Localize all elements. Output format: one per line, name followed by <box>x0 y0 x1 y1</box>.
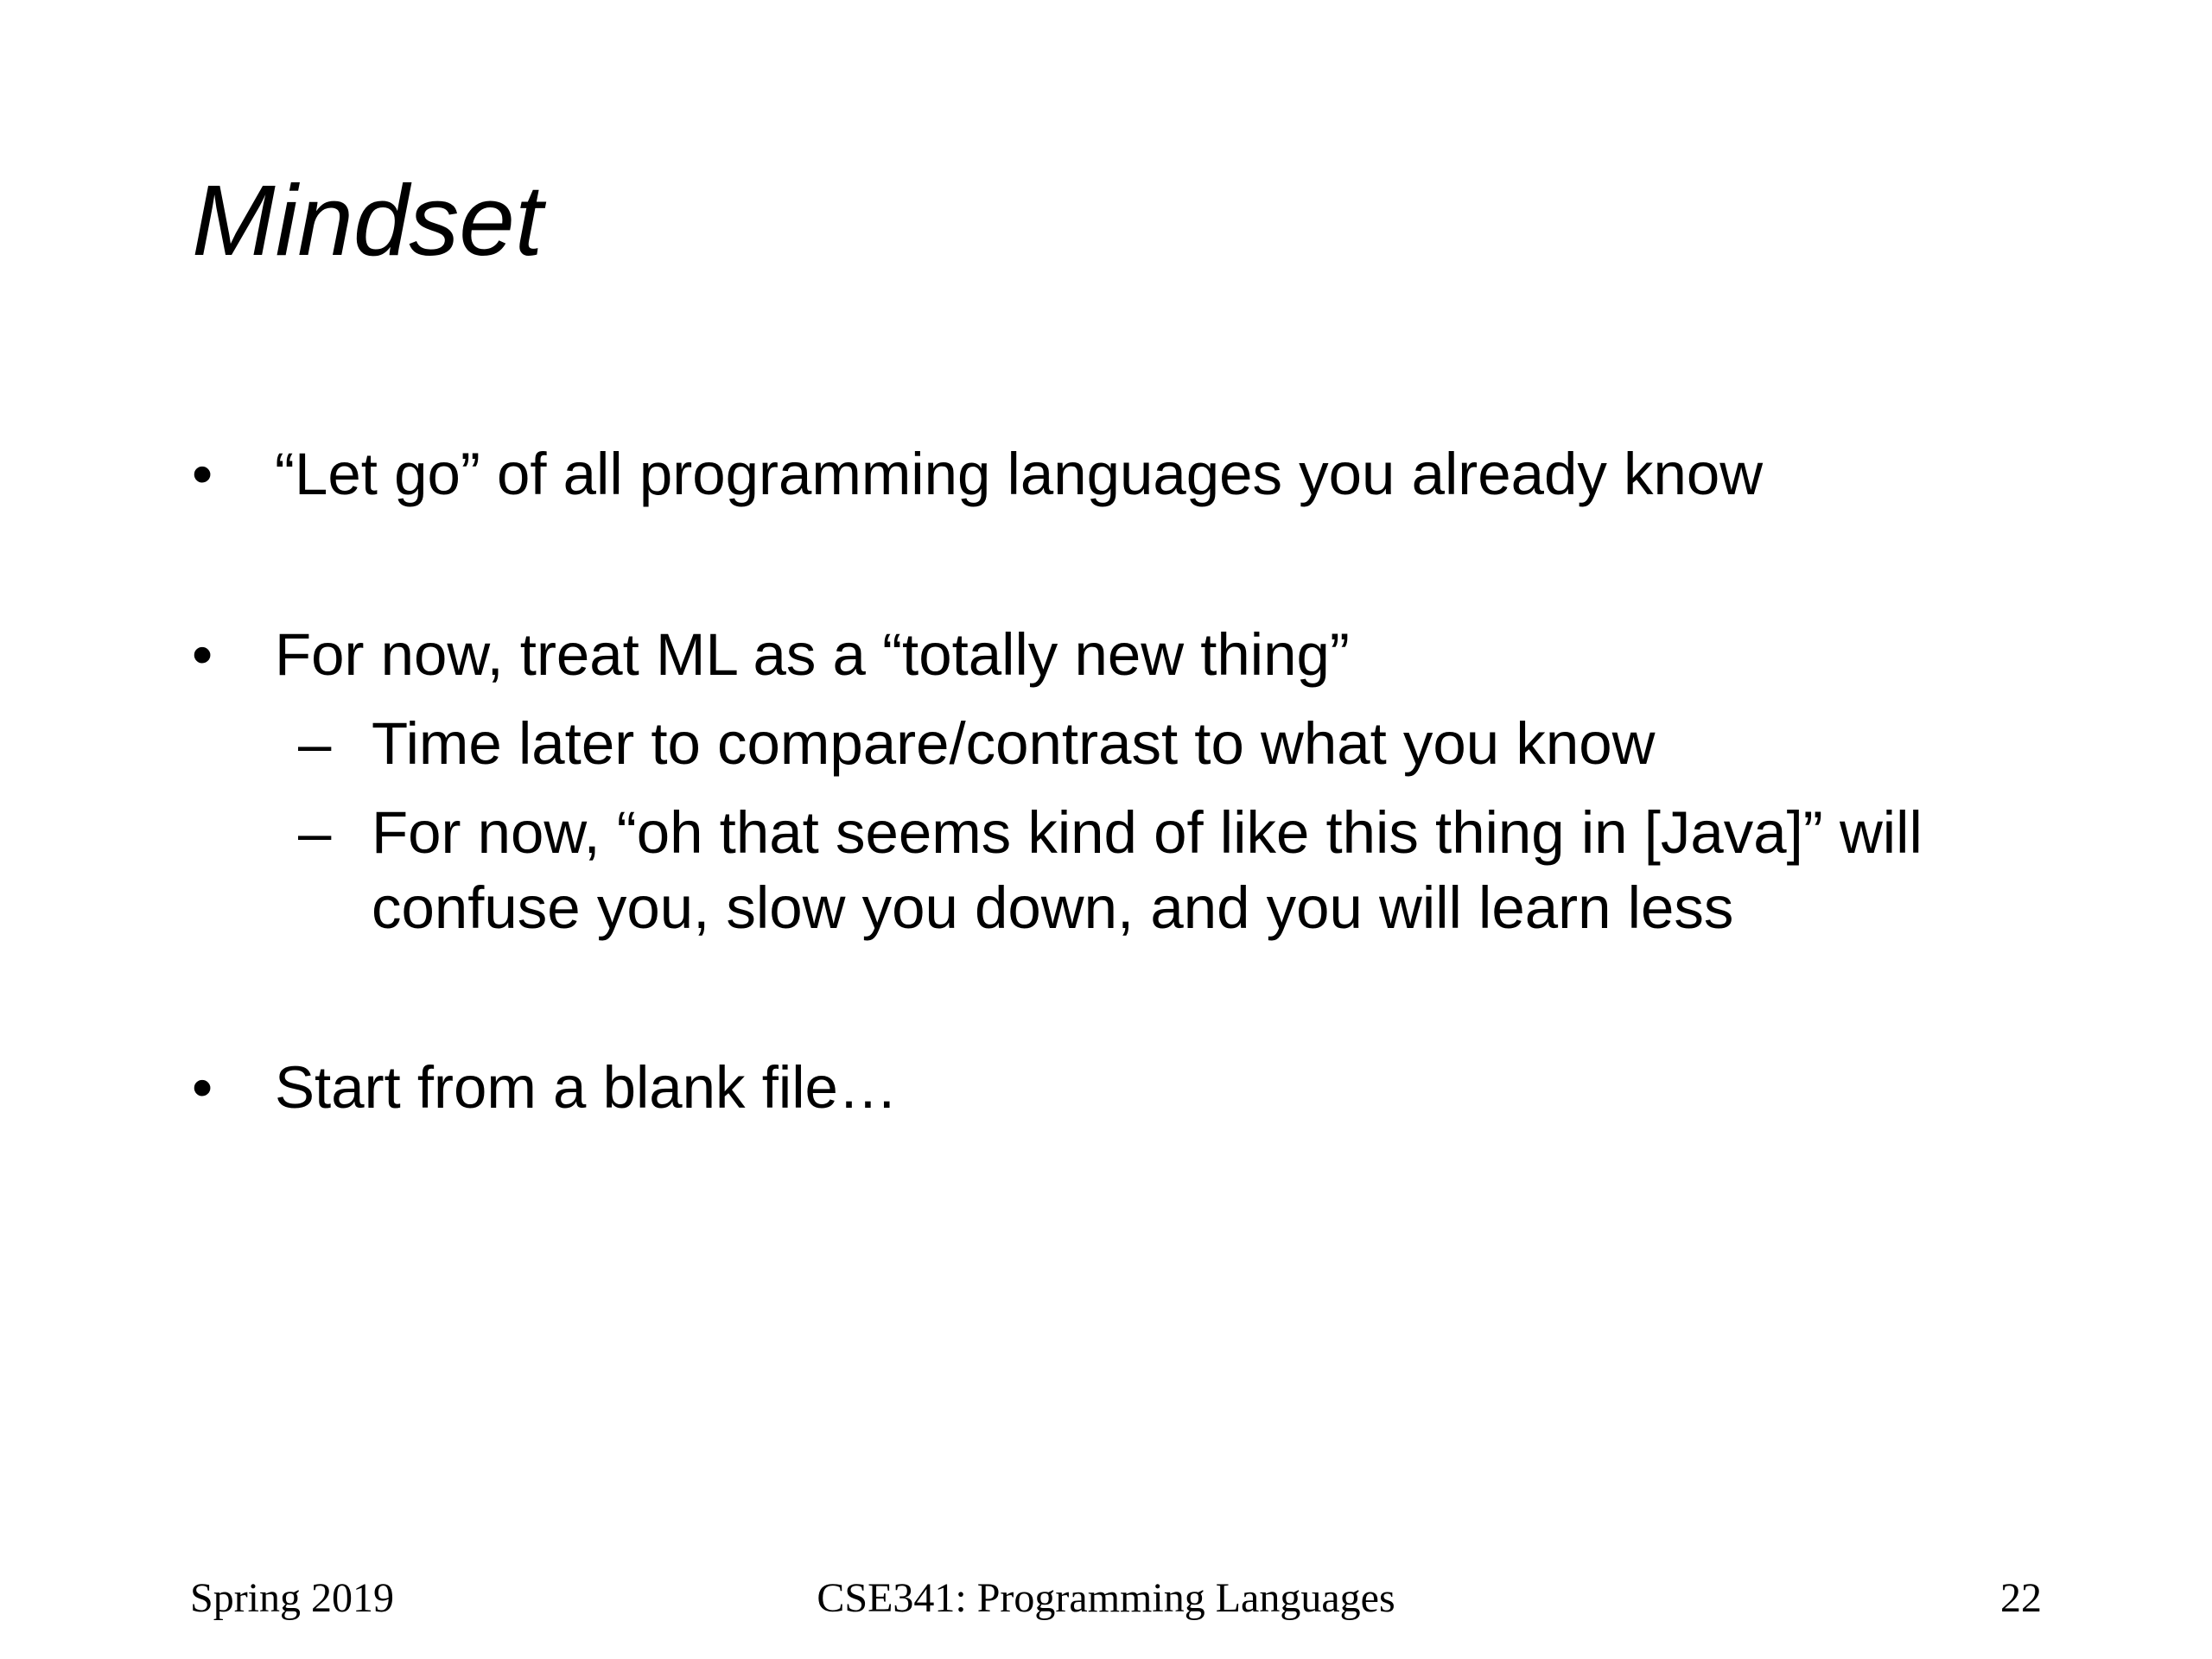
sub-bullet-marker: – <box>298 710 332 777</box>
bullet-item-2: For now, treat ML as a “totally new thing” <box>275 621 1350 688</box>
bullet-item-3: Start from a blank file… <box>275 1054 898 1121</box>
bullet-marker: • <box>192 1054 213 1121</box>
sub-item-1: Time later to compare/contrast to what you know <box>372 710 1656 777</box>
bullet-item-1: “Let go” of all programming languages you already know <box>275 441 1764 507</box>
bullet-marker: • <box>192 441 213 507</box>
slide-number: 22 <box>2000 1575 2042 1621</box>
footer-term: Spring 2019 <box>190 1575 395 1621</box>
slide-title: Mindset <box>192 164 543 276</box>
sub-item-2-line-2: confuse you, slow you down, and you will learn less <box>372 874 1734 941</box>
sub-item-2-line-1: For now, “oh that seems kind of like this thing in [Java]” will <box>372 799 1923 866</box>
bullet-marker: • <box>192 621 213 688</box>
footer-course-title: CSE341: Programming Languages <box>817 1575 1395 1621</box>
sub-bullet-marker: – <box>298 799 332 866</box>
